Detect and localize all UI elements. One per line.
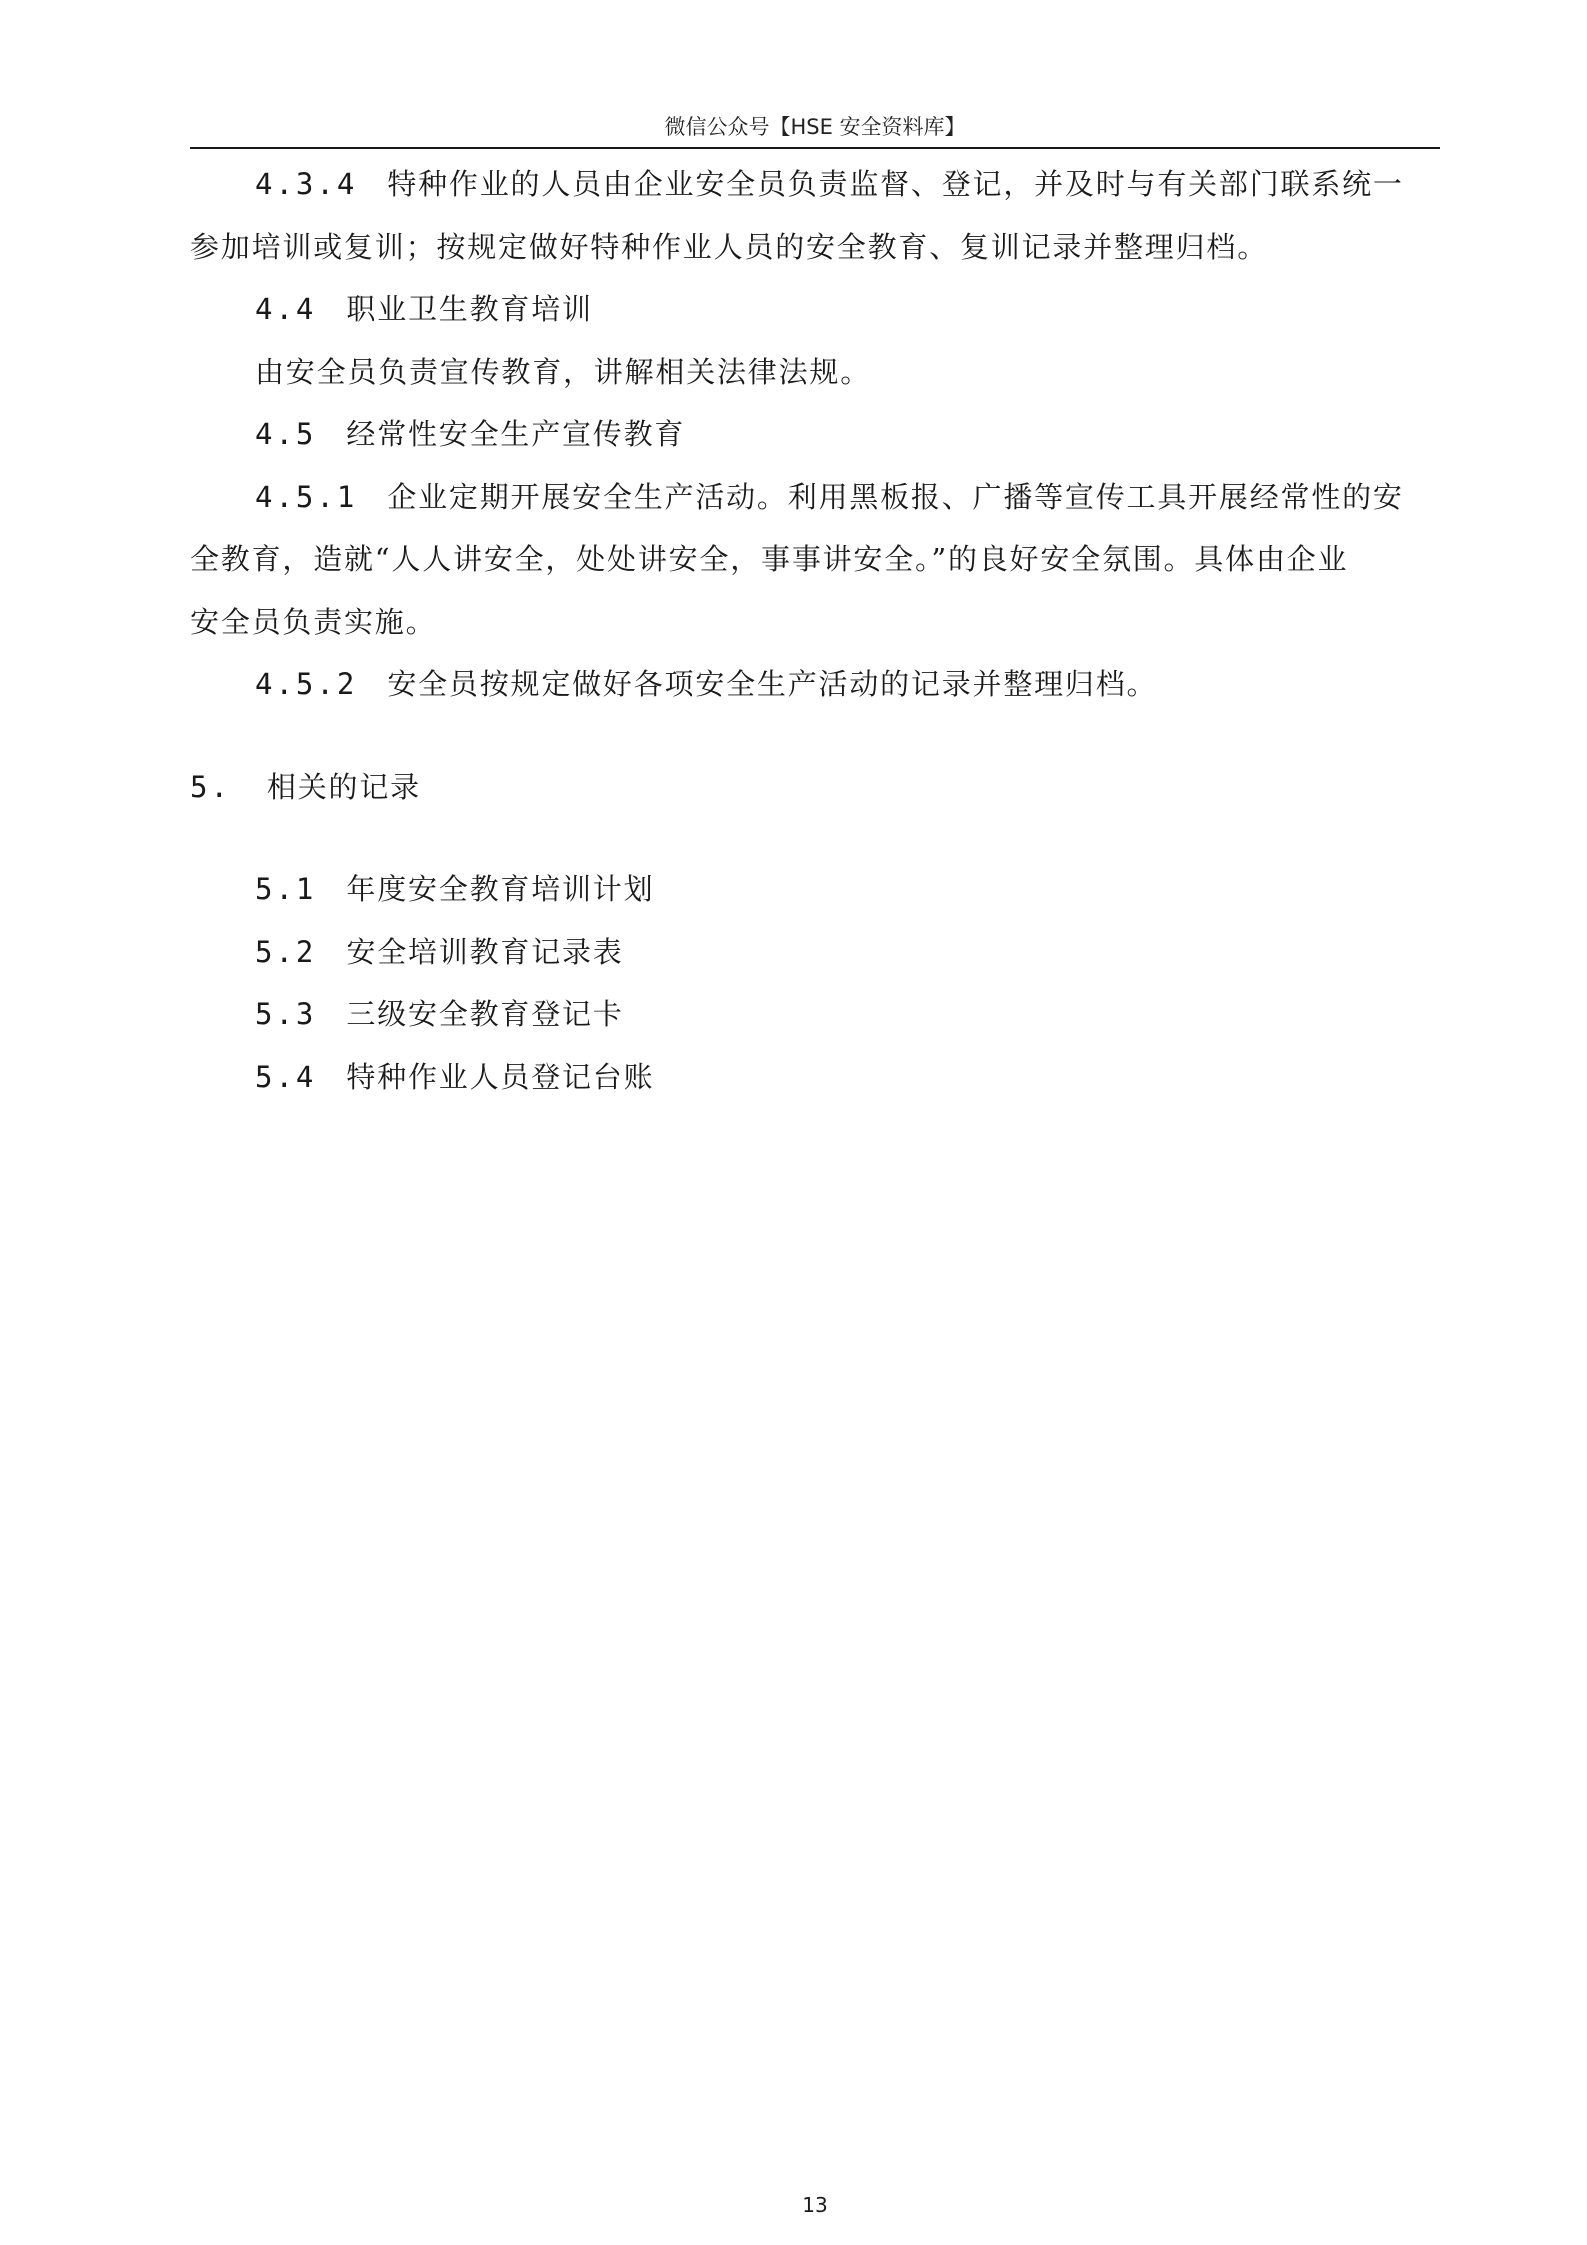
section-number: 4.4 (255, 292, 317, 326)
section-4-3-4-line-2: 参加培训或复训；按规定做好特种作业人员的安全教育、复训记录并整理归档。 (190, 230, 1269, 264)
section-text: 安全员按规定做好各项安全生产活动的记录并整理归档。 (387, 667, 1158, 701)
section-4-5-heading (255, 414, 685, 454)
section-title: 经常性安全生产宣传教育 (346, 417, 686, 451)
record-number: 5.1 (255, 872, 317, 906)
section-4-5-1-line-3: 安全员负责实施。 (190, 605, 437, 639)
record-item (255, 1057, 654, 1097)
section-4-3-4-line-1 (255, 164, 1404, 204)
header-divider (190, 147, 1440, 149)
section-4-5-2 (255, 664, 1157, 704)
record-number: 5.4 (255, 1060, 317, 1094)
record-number: 5.3 (255, 997, 317, 1031)
section-number: 4.5.1 (255, 480, 358, 514)
page-header: 微信公众号【HSE 安全资料库】 (664, 115, 966, 139)
section-4-4-text: 由安全员负责宣传教育，讲解相关法律法规。 (255, 355, 872, 389)
section-title: 相关的记录 (266, 770, 421, 804)
section-title: 职业卫生教育培训 (346, 292, 593, 326)
record-text: 三级安全教育登记卡 (346, 997, 624, 1031)
record-text: 特种作业人员登记台账 (346, 1060, 655, 1094)
section-text: 企业定期开展安全生产活动。利用黑板报、广播等宣传工具开展经常性的安 (387, 480, 1404, 514)
record-text: 年度安全教育培训计划 (346, 872, 655, 906)
section-4-5-1-line-1 (255, 477, 1404, 517)
section-number: 4.5.2 (255, 667, 358, 701)
section-number: 5. (190, 770, 231, 804)
record-item (255, 869, 654, 909)
record-item (255, 994, 624, 1034)
section-number: 4.5 (255, 417, 317, 451)
section-text: 特种作业的人员由企业安全员负责监督、登记，并及时与有关部门联系统一 (387, 167, 1404, 201)
record-item (255, 932, 624, 972)
section-4-4-heading (255, 289, 593, 329)
section-5-heading (190, 767, 421, 807)
page-number: 13 (802, 2193, 828, 2217)
record-number: 5.2 (255, 935, 317, 969)
section-number: 4.3.4 (255, 167, 358, 201)
record-text: 安全培训教育记录表 (346, 935, 624, 969)
section-4-5-1-line-2: 全教育，造就“人人讲安全，处处讲安全，事事讲安全。”的良好安全氛围。具体由企业 (190, 542, 1349, 576)
